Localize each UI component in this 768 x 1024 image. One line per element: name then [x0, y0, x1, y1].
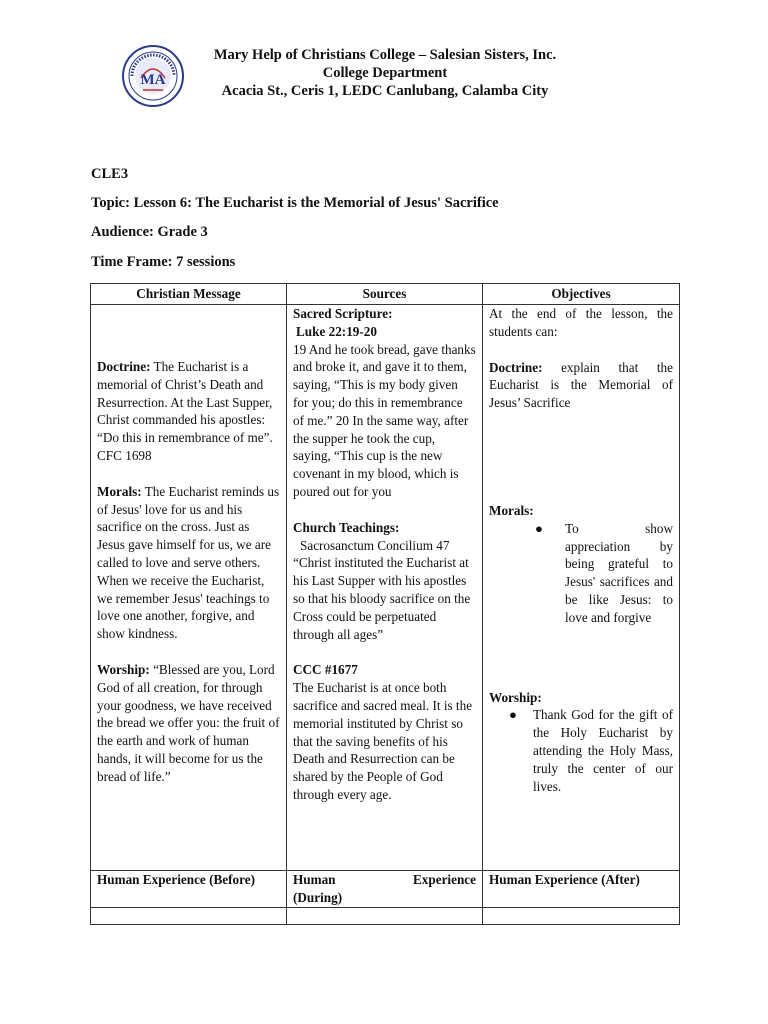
scripture-reference: Luke 22:19-20	[296, 323, 377, 339]
audience: Audience: Grade 3	[91, 224, 208, 240]
table-header-row	[91, 284, 680, 305]
college-address: Acacia St., Ceris 1, LEDC Canlubang, Calamba City	[221, 83, 549, 99]
human-experience-before: Human Experience (Before)	[91, 871, 287, 908]
empty-cell	[91, 907, 287, 924]
message-morals: Morals: The Eucharist reminds us of Jesus' love for us and his sacrifice on the cross. Just as Jesus gave himself for us, we are called to love and serve others. When we receive the Eucharist, we remember Jesus' teachings to love one another, forgive, and show kindness.	[97, 483, 280, 642]
christian-message-cell	[91, 305, 287, 871]
human-experience-during: Human Experience (During)	[287, 871, 483, 908]
church-teachings-label: Church Teachings:	[293, 519, 400, 535]
objectives-intro: At the end of the lesson, the students can:	[489, 306, 673, 339]
table-row	[91, 907, 680, 924]
objective-worship-item: ● Thank God for the gift of the Holy Eucharist by attending the Holy Mass, truly the center of our lives.	[509, 707, 673, 794]
header-sources: Sources	[287, 284, 483, 305]
sources-cell	[287, 305, 483, 871]
empty-cell	[287, 907, 483, 924]
ccc-text: The Eucharist is at once both sacrifice and sacred meal. It is the memorial instituted by Christ so that the saving benefits of his Death and Resurrection can be shared by the People of God through every age.	[293, 680, 473, 802]
objective-worship-label: Worship:	[489, 689, 542, 705]
table-row	[91, 305, 680, 871]
table-row	[91, 871, 680, 908]
church-teachings-reference: Sacrosanctum Concilium 47	[300, 537, 450, 553]
header-objectives: Objectives	[483, 284, 680, 305]
lesson-plan-table	[90, 283, 680, 925]
objective-morals-label: Morals:	[489, 502, 534, 518]
scripture-label: Sacred Scripture:	[293, 306, 393, 321]
college-name: Mary Help of Christians College – Salesian Sisters, Inc.	[213, 47, 557, 63]
objective-doctrine: Doctrine: explain that the Eucharist is the Memorial of Jesus’ Sacrifice	[489, 359, 673, 411]
human-experience-after: Human Experience (After)	[483, 871, 680, 908]
time-frame: Time Frame: 7 sessions	[91, 254, 236, 270]
course-code: CLE3	[91, 166, 129, 182]
message-doctrine: Doctrine: The Eucharist is a memorial of Christ’s Death and Resurrection. At the Last Supper, Christ commanded his apostles: “Do this in remembrance of me”. CFC 1698	[97, 359, 273, 463]
department-name: College Department	[322, 65, 448, 81]
empty-cell	[483, 907, 680, 924]
message-worship: Worship: “Blessed are you, Lord God of all creation, for through your goodness, we have received the bread we offer you: the fruit of the earth and work of human hands, it will become for us the bread of life.”	[97, 661, 280, 784]
svg-text:MA: MA	[140, 72, 166, 88]
objective-morals-item: ● To show appreciation by being grateful to Jesus' sacrifices and be like Jesus: to love and forgive	[535, 520, 673, 625]
header-christian-message: Christian Message	[91, 284, 287, 305]
lesson-topic: Topic: Lesson 6: The Eucharist is the Memorial of Jesus' Sacrifice	[91, 195, 499, 211]
scripture-text: 19 And he took bread, gave thanks and broke it, and gave it to them, saying, “This is my body given for you; do this in remembrance of me.” 20 In the same way, after the supper he took the cup, saying, “This cup is the new covenant in my blood, which is poured out for you	[293, 341, 476, 499]
objectives-cell	[483, 305, 680, 871]
ccc-label: CCC #1677	[293, 662, 358, 678]
church-teachings-text: “Christ instituted the Eucharist at his Last Supper with his apostles so that his bloody sacrifice on the Cross could be perpetuated through all ages”	[293, 555, 471, 642]
